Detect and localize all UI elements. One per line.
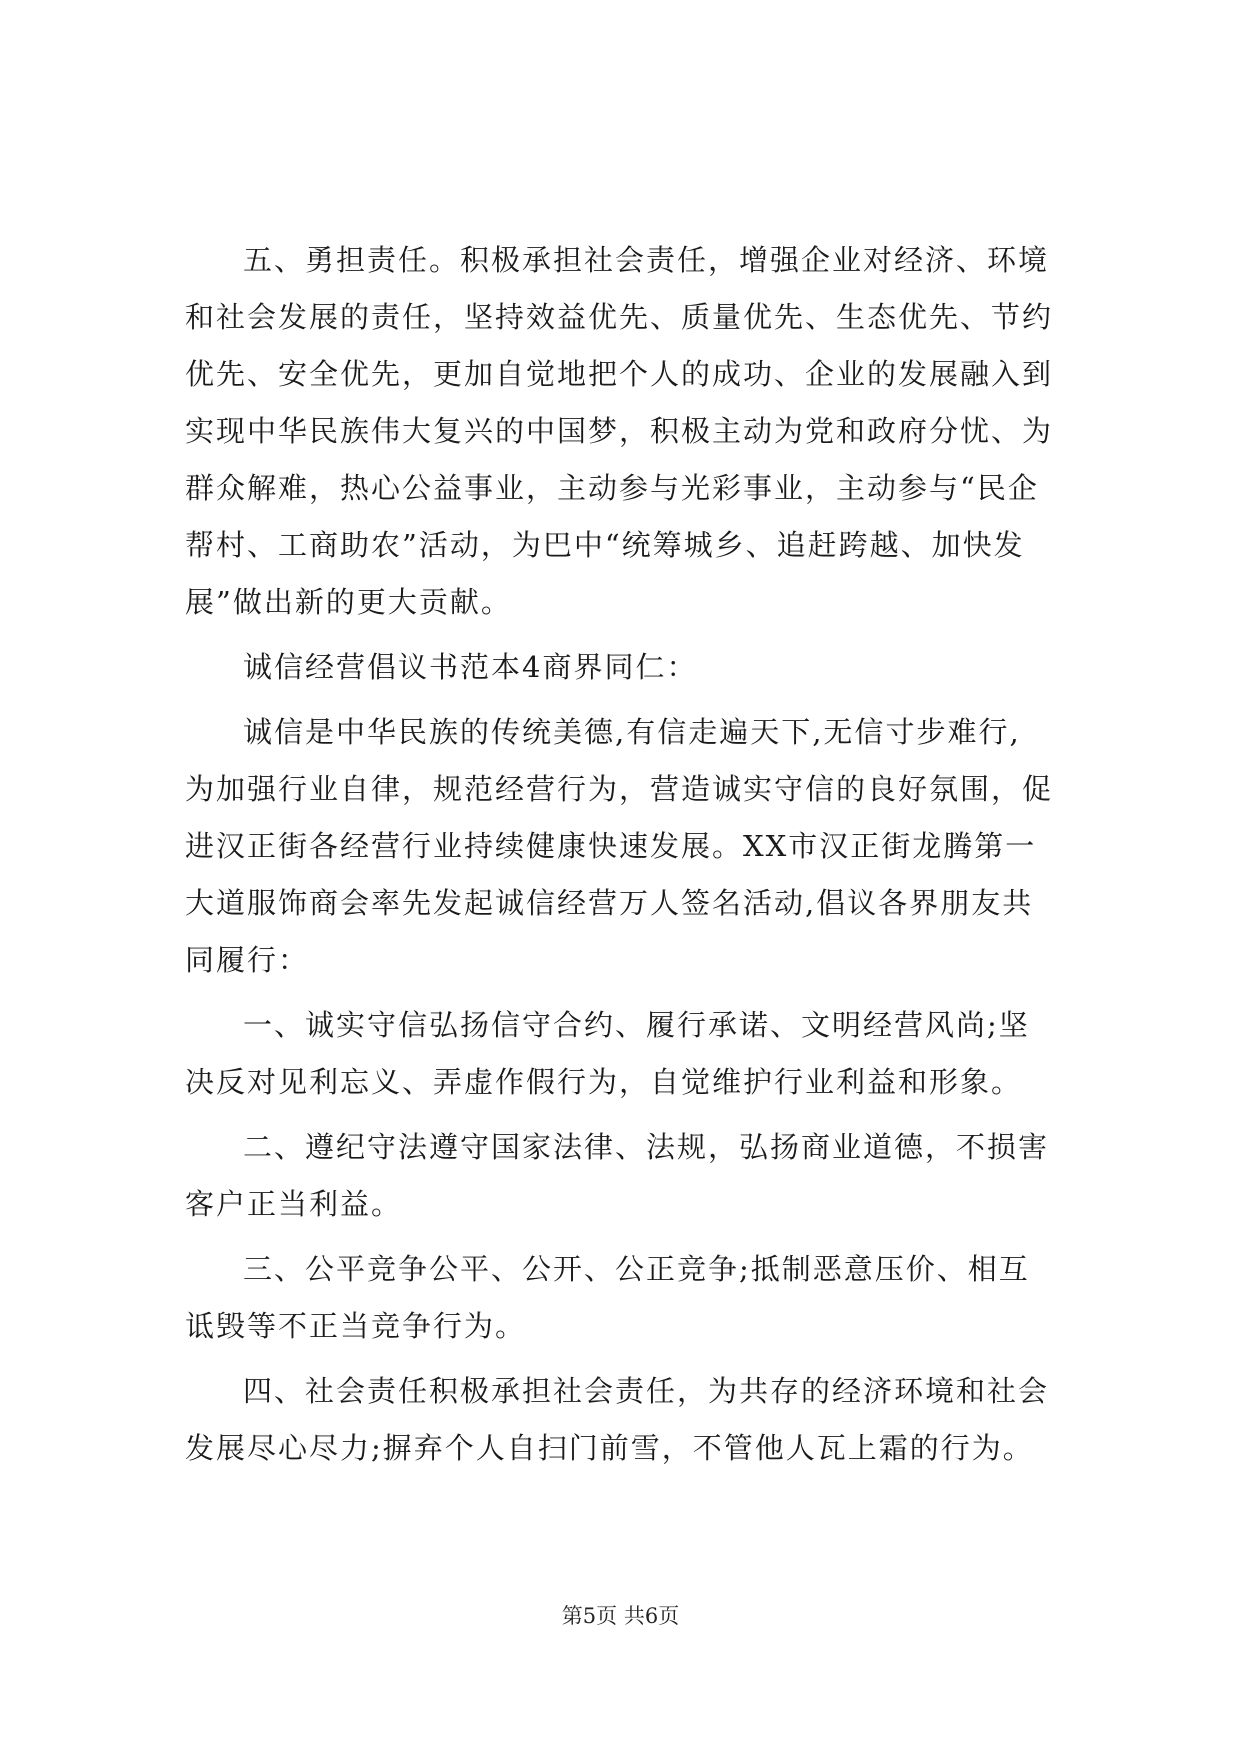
text-line: 一、诚实守信弘扬信守合约、履行承诺、文明经营风尚;坚 bbox=[243, 1008, 1030, 1042]
text-line: 帮村、工商助农”活动，为巴中“统筹城乡、追赶跨越、加快发 bbox=[185, 528, 1025, 562]
paragraph-5-responsibility bbox=[185, 232, 1085, 631]
text-line: 进汉正街各经营行业持续健康快速发展。XX市汉正街龙腾第一 bbox=[185, 829, 1037, 863]
text-line: 五、勇担责任。积极承担社会责任，增强企业对经济、环境 bbox=[243, 243, 1050, 277]
paragraph-integrity-intro bbox=[185, 704, 1085, 989]
text-line: 展”做出新的更大贡献。 bbox=[185, 585, 512, 619]
paragraph-1-honesty bbox=[185, 997, 1085, 1111]
text-line: 三、公平竞争公平、公开、公正竞争;抵制恶意压价、相互 bbox=[243, 1252, 1030, 1286]
document-body bbox=[185, 232, 1085, 1477]
text-line: 诋毁等不正当竞争行为。 bbox=[185, 1309, 527, 1343]
text-line: 大道服饰商会率先发起诚信经营万人签名活动,倡议各界朋友共 bbox=[185, 886, 1034, 920]
text-line: 诚信经营倡议书范本4商界同仁： bbox=[243, 650, 698, 684]
text-line: 群众解难，热心公益事业，主动参与光彩事业，主动参与“民企 bbox=[185, 471, 1039, 505]
text-line: 诚信是中华民族的传统美德,有信走遍天下,无信寸步难行, bbox=[243, 715, 1021, 749]
paragraph-3-competition bbox=[185, 1241, 1085, 1355]
text-line: 优先、安全优先，更加自觉地把个人的成功、企业的发展融入到 bbox=[185, 357, 1054, 391]
paragraph-4-social-responsibility bbox=[185, 1363, 1085, 1477]
text-line: 决反对见利忘义、弄虚作假行为，自觉维护行业利益和形象。 bbox=[185, 1065, 1023, 1099]
text-line: 四、社会责任积极承担社会责任，为共存的经济环境和社会 bbox=[243, 1374, 1050, 1408]
text-line: 二、遵纪守法遵守国家法律、法规，弘扬商业道德，不损害 bbox=[243, 1130, 1050, 1164]
text-line: 客户正当利益。 bbox=[185, 1187, 403, 1221]
page-number-footer: 第5页 共6页 bbox=[561, 1604, 680, 1628]
text-line: 发展尽心尽力;摒弃个人自扫门前雪，不管他人瓦上霜的行为。 bbox=[185, 1431, 1034, 1465]
text-line: 同履行： bbox=[185, 943, 310, 977]
text-line: 实现中华民族伟大复兴的中国梦，积极主动为党和政府分忧、为 bbox=[185, 414, 1054, 448]
paragraph-2-law bbox=[185, 1119, 1085, 1233]
text-line: 和社会发展的责任，坚持效益优先、质量优先、生态优先、节约 bbox=[185, 300, 1054, 334]
text-line: 为加强行业自律，规范经营行为，营造诚实守信的良好氛围，促 bbox=[185, 772, 1054, 806]
paragraph-template-heading bbox=[185, 639, 1085, 696]
